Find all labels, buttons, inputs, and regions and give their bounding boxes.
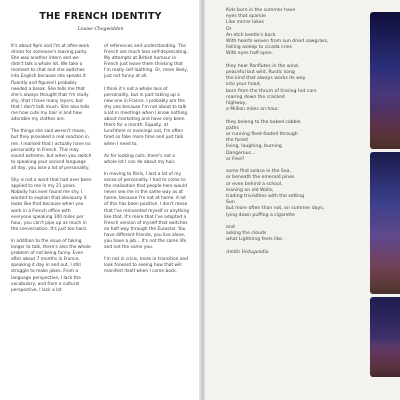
poem-stanza xyxy=(226,169,356,219)
poem-line: eyes that sparkle xyxy=(226,14,266,20)
poem-line: what Lightning feels like. xyxy=(226,237,284,243)
poem-line: Or xyxy=(226,26,232,32)
paragraph: As for looking cute, there's not a whole lot I can do about my hair. xyxy=(104,153,176,165)
poem-line: With eyes half-open. xyxy=(226,51,274,57)
poem-line: born from the thrum of hissing hot cars xyxy=(226,88,317,94)
night-sky-photo-bottom xyxy=(370,297,400,377)
poem-line: they hear Panflutes in the wind, xyxy=(226,63,300,69)
article-title: THE FRENCH IDENTITY xyxy=(39,11,162,22)
poem-line: With hearts woven from sun dried sawgrass, xyxy=(226,39,329,45)
paragraph: In addition to the issue of taking longer to talk, there's also the whole problem of not being funny. Even after about 7 months in France, speaking it day in and out, I still struggle to make jokes. From a language perspective, I lack the vocabulary, and from a cultural perspective, I lack a lot xyxy=(11,239,91,293)
paragraph: I think it's not a whole loss of personality, but in part taking up a new one in France. I probably am the shy one because I'm not about to talk a lot in meetings when I know nothing about marketing and have only been there for a month. Equally, at lunchtime or evenings out, I'm often tired so fake more time and just talk when I need to. xyxy=(104,86,188,147)
poem-stanza xyxy=(226,225,356,244)
article-author: Louise Chegwidden xyxy=(77,27,124,32)
night-sky-photo-top xyxy=(370,12,400,149)
poem-line: they belong to the baked cobble xyxy=(226,119,301,125)
poem-line: Falling asleep to cicada cries xyxy=(226,45,292,51)
poem-line: Dangerous.... xyxy=(226,150,257,156)
poem-line: or even behind a school, xyxy=(226,181,283,187)
poem-line: Sun xyxy=(226,200,235,206)
paragraph: Shy is not a word that had ever been applied to me in my 21 years. Nobody has ever found me shy. I wanted to explain that obviously it looks like that because when you work in a French office with everyone speaking 100 miles per hour, you can't pipe up as much in the conversation. It's just too hard. xyxy=(11,178,92,232)
poem-line: or running fleet-footed through xyxy=(226,132,298,138)
poem-line: the forest xyxy=(226,138,249,144)
poem-line: Like mirror lakes xyxy=(226,20,264,26)
night-sky-photo-middle xyxy=(370,152,400,294)
article-column-2 xyxy=(104,44,189,282)
paragraph: The things she said weren't mean, but they provoked a real reaction in me. I realised that I actually have no personality in French. This may sound extreme, but when you switch to speaking your second language all day, you lose a lot of personality. xyxy=(11,129,92,171)
poem-line: Kids born in the summer have xyxy=(226,8,296,13)
poem-line: but more often than not, on summer days, xyxy=(226,206,325,212)
paragraph: I'm not in crisis, more in transition and look forward to seeing how that will manifest itself when I come back. xyxy=(104,257,189,275)
paragraph: of references and understanding. The French are much less self-deprecating. My attempts at British humour in French just leave them thinking that I'm really self loathing. Or, more likely, just not funny at all. xyxy=(104,44,189,80)
poem-stanza xyxy=(226,8,356,58)
poem-line: peaceful but wild, Rustic song xyxy=(226,70,295,76)
article-column-1 xyxy=(11,44,92,300)
poem-line: a Million miles an hour. xyxy=(226,107,279,113)
poem-line: asking the clouds xyxy=(226,231,267,237)
poem-line: An etch beetle's back xyxy=(226,32,276,38)
poem-author: Amith Vedugandla xyxy=(226,249,269,255)
paragraph: It's about 9pm and I'm at after-work drinks for someone's leaving party. She was another intern and we didn't talk a whole lot. We take a moment to chat and she switches into English because she speaks it fluently and figured I probably needed a break. She tells me that she's always thought that I'm really shy, that I have many layers, but that I don't talk much. She also tells me how cute my hair is and how adorable my clothes are. xyxy=(11,44,90,123)
poem-line: living, laughing, burning xyxy=(226,144,282,150)
poem xyxy=(226,8,356,262)
poem-line: lying down puffing a cigarette xyxy=(226,212,295,218)
poem-line: the kind that always works its way xyxy=(226,76,306,82)
poem-stanza xyxy=(226,120,356,163)
poem-line: into your head, xyxy=(226,82,261,88)
poem-line: paths xyxy=(226,125,239,131)
poem-stanza xyxy=(226,64,356,114)
poem-line: and xyxy=(226,225,235,231)
poem-line: or Free? xyxy=(226,156,245,162)
poem-line: roaring down the cracked xyxy=(226,94,285,100)
poem-line: trading trivialities with the setting xyxy=(226,194,305,200)
poem-line: highway, xyxy=(226,101,247,107)
poem-line: some find solace in the Sea, xyxy=(226,169,291,175)
poem-line: or beneath the emerald pines xyxy=(226,175,295,181)
poem-line: leaning on old Walls, xyxy=(226,187,274,193)
paragraph: In moving to Paris, I lost a lot of my sense of personality. I had to come to the realisation that people here would never see me in the same way as at home, because I'm not at home. A lot of this has been positive. I don't mean that I've reinvented myself or anything like that. It's more that I've adopted a French version of myself that switches on half way through the Eurostar. You have different friends, you live alone, you have a job... it's not the same life and not the same you. xyxy=(104,171,189,251)
